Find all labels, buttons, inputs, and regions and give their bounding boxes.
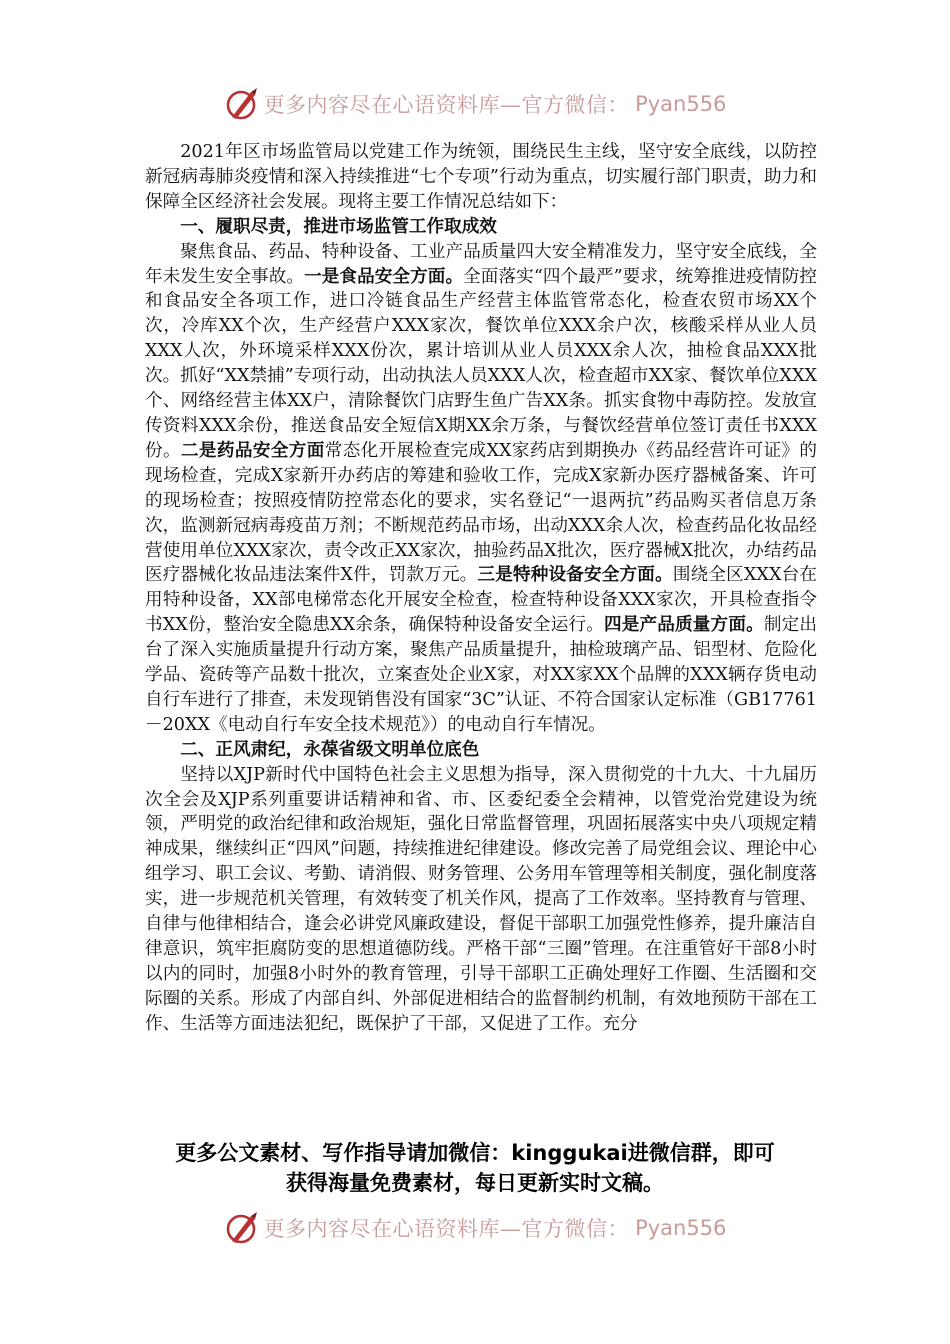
product-quality-label: 四是产品质量方面。 <box>603 614 764 636</box>
section-1-text-a: 聚焦食品、药品、特种设备、工业产品质量四大安全精准发力，坚守安全底线，全年未发生安全事故。 <box>145 241 817 287</box>
document-body <box>145 140 817 1037</box>
promo-line-1: 更多公文素材、写作指导请加微信：kinggukai进微信群，即可 <box>175 1141 775 1165</box>
section-heading-2: 二、正风肃纪，永葆省级文明单位底色 <box>180 738 480 760</box>
section-1-text-e: 围绕全区XXX台在用特种设备，XX部电梯常态化开展安全检查，检查特种设备XXX家次，开具检查指令书XX份，整治安全隐患XX余条，确保特种设备安全运行。 <box>145 565 817 636</box>
section-1-text-c: 全面落实“四个最严”要求，统筹推进疫情防控和食品安全各项工作，进口冷链食品生产经营主体监管常态化，检查农贸市场XX个次，冷库XX个次，生产经营户XXX家次，餐饮单位XXX余户次，核酸采样从业人员XXX人次，外环境采样XXX份次，累计培训从业人员XXX余人次，抽检食品XXX批次。抓好“XX禁捕”专项行动，出动执法人员XXX人次，检查超市XX家、餐饮单位XXX个、网络经营主体XX户，清除餐饮门店野生鱼广告XX条。抓实食物中毒防控。发放宣传资料XXX余份，推送食品安全短信X期XX余万条，与餐饮经营单位签订责任书XXX份。 <box>145 266 817 461</box>
intro-paragraph: 2021年区市场监管局以党建工作为统领，围绕民生主线，坚守安全底线，以防控新冠病毒肺炎疫情和深入持续推进“七个专项”行动为重点，切实履行部门职责，助力和保障全区经济社会发展。现将主要工作情况总结如下： <box>145 142 817 212</box>
banner-wechat-id: Pyan556 <box>635 1216 727 1240</box>
section-1-text-f: 制定出台了深入实施质量提升行动方案，聚焦产品质量提升，抽检玻璃产品、铝型材、危险化学品、瓷砖等产品数十批次，立案查处企业X家，对XX家XX个品牌的XXX辆存货电动自行车进行了排查，未发现销售没有国家“3C”认证、不符合国家认定标准（GB17761－20XX《电动自行车安全技术规范》）的电动自行车情况。 <box>145 615 817 735</box>
banner-text: 更多内容尽在心语资料库—官方微信： <box>263 1217 630 1241</box>
promo-notice <box>0 1138 950 1198</box>
banner-wechat-id: Pyan556 <box>635 92 727 116</box>
food-safety-label: 一是食品安全方面。 <box>304 265 464 287</box>
pen-logo-icon <box>224 1210 260 1246</box>
special-equipment-label: 三是特种设备安全方面。 <box>477 564 673 586</box>
section-2-paragraph: 坚持以XJP新时代中国特色社会主义思想为指导，深入贯彻党的十九大、十九届历次全会及XJP系列重要讲话精神和省、市、区委纪委全会精神，以管党治党建设为统领，严明党的政治纪律和政治规矩，强化日常监督管理，巩固拓展落实中央八项规定精神成果，继续纠正“四风”问题，持续推进纪律建设。修改完善了局党组会议、理论中心组学习、职工会议、考勤、请消假、财务管理、公务用车管理等相关制度，强化制度落实，进一步规范机关管理，有效转变了机关作风，提高了工作效率。坚持教育与管理、自律与他律相结合，逢会必讲党风廉政建设，督促干部职工加强党性修养，提升廉洁自律意识，筑牢拒腐防变的思想道德防线。严格干部“三圈”管理。在注重管好干部8小时以内的同时，加强8小时外的教育管理，引导干部职工正确处理好工作圈、生活圈和交际圈的关系。形成了内部自纠、外部促进相结合的监督制约机制，有效地预防干部在工作、生活等方面违法犯纪，既保护了干部，又促进了工作。充分 <box>145 764 817 1034</box>
pen-logo-icon <box>224 86 260 122</box>
promo-line-2: 获得海量免费素材，每日更新实时文稿。 <box>286 1171 664 1195</box>
drug-safety-label: 二是药品安全方面 <box>180 439 325 461</box>
header-banner <box>0 84 950 124</box>
section-1-text-d: 常态化开展检查完成XX家药店到期换办《药品经营许可证》的现场检查，完成X家新开办药店的筹建和验收工作，完成X家新办医疗器械备案、许可的现场检查；按照疫情防控常态化的要求，实名登记“一退两抗”药品购买者信息万条次，监测新冠病毒疫苗万剂；不断规范药品市场，出动XXX余人次，检查药品化妆品经营使用单位XXX家次，责令改正XX家次，抽验药品X批次，医疗器械X批次，办结药品医疗器械化妆品违法案件X件，罚款万元。 <box>145 440 817 586</box>
footer-banner <box>0 1208 950 1248</box>
section-heading-1: 一、履职尽责，推进市场监管工作取成效 <box>180 215 497 237</box>
banner-text: 更多内容尽在心语资料库—官方微信： <box>263 93 630 117</box>
section-1-paragraph <box>145 240 817 738</box>
